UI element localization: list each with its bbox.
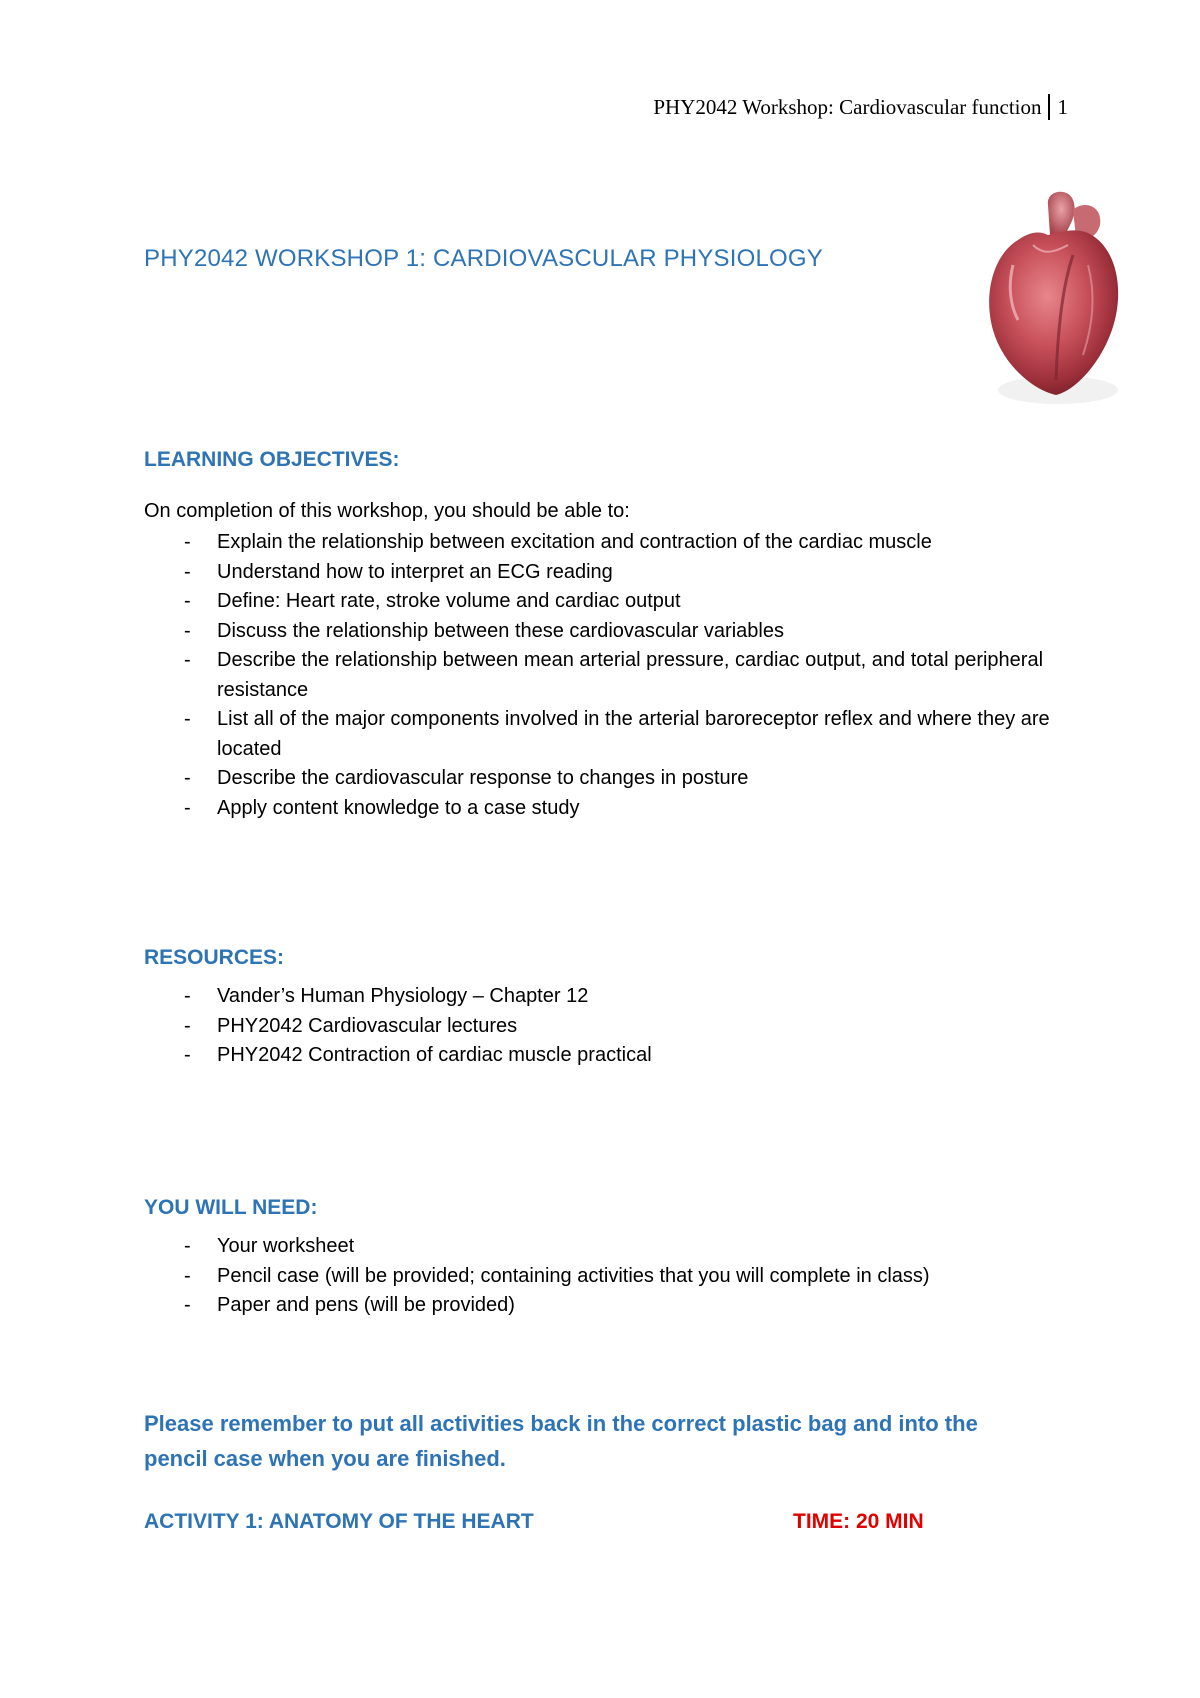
running-title: PHY2042 Workshop: Cardiovascular function [653,94,1042,119]
dash-bullet: - [184,560,191,583]
page-title: PHY2042 WORKSHOP 1: CARDIOVASCULAR PHYSIOLOGY [144,245,823,272]
list-item-text: Describe the relationship between mean arterial pressure, cardiac output, and total peripheral resistance [217,649,1044,701]
list-item-text: List all of the major components involved in the arterial baroreceptor reflex and where they are located [217,708,1050,760]
list-item-text: Define: Heart rate, stroke volume and cardiac output [217,590,681,612]
list-item [144,1232,1064,1262]
dash-bullet: - [184,1044,191,1066]
list-item-text: PHY2042 Contraction of cardiac muscle practical [217,1044,652,1066]
list-item-text: Vander’s Human Physiology – Chapter 12 [217,985,589,1007]
list-item-text: Your worksheet [217,1235,355,1257]
list-item [144,982,1064,1012]
list-item-text: Explain the relationship between excitation and contraction of the cardiac muscle [217,531,932,553]
dash-bullet: - [184,619,191,642]
list-item [144,764,1064,794]
list-item [144,1291,1064,1321]
dash-bullet: - [184,1235,191,1257]
activity-heading: ACTIVITY 1: ANATOMY OF THE HEART [144,1510,534,1533]
resources-heading: RESOURCES: [144,946,285,969]
list-item-text: PHY2042 Cardiovascular lectures [217,1014,518,1037]
dash-bullet: - [184,796,191,819]
dash-bullet: - [184,1014,191,1037]
learning-objectives-list [144,528,1064,823]
learning-objectives-intro: On completion of this workshop, you should be able to: [144,500,630,522]
list-item [144,587,1064,617]
list-item-text: Pencil case (will be provided; containing activities that you will complete in class) [217,1264,930,1287]
dash-bullet: - [184,1264,191,1287]
list-item-text: Understand how to interpret an ECG reading [217,560,613,583]
dash-bullet: - [184,985,191,1007]
list-item [144,528,1064,558]
list-item [144,1041,1064,1071]
dash-bullet: - [184,649,191,671]
dash-bullet: - [184,590,191,612]
list-item-text: Apply content knowledge to a case study [217,796,580,819]
header-divider [1048,94,1050,120]
you-will-need-list [144,1232,1064,1321]
list-item [144,617,1064,647]
list-item [144,1012,1064,1042]
list-item-text: Discuss the relationship between these cardiovascular variables [217,619,784,642]
heart-icon [978,185,1128,415]
learning-objectives-heading: LEARNING OBJECTIVES: [144,448,400,471]
activity-time: TIME: 20 MIN [793,1510,924,1533]
resources-list [144,982,1064,1071]
reminder-note: Please remember to put all activities back in the correct plastic bag and into the pencil case when you are finished. [144,1411,978,1471]
dash-bullet: - [184,1294,191,1316]
list-item [144,794,1064,824]
running-header [540,94,1068,120]
list-item [144,646,1064,705]
dash-bullet: - [184,531,191,553]
list-item [144,1262,1064,1292]
dash-bullet: - [184,708,191,730]
you-will-need-heading: YOU WILL NEED: [144,1196,318,1219]
dash-bullet: - [184,767,191,789]
heart-image [978,185,1128,415]
page-number: 1 [1057,94,1068,119]
list-item [144,705,1064,764]
list-item-text: Describe the cardiovascular response to changes in posture [217,767,749,789]
list-item [144,558,1064,588]
list-item-text: Paper and pens (will be provided) [217,1294,515,1316]
